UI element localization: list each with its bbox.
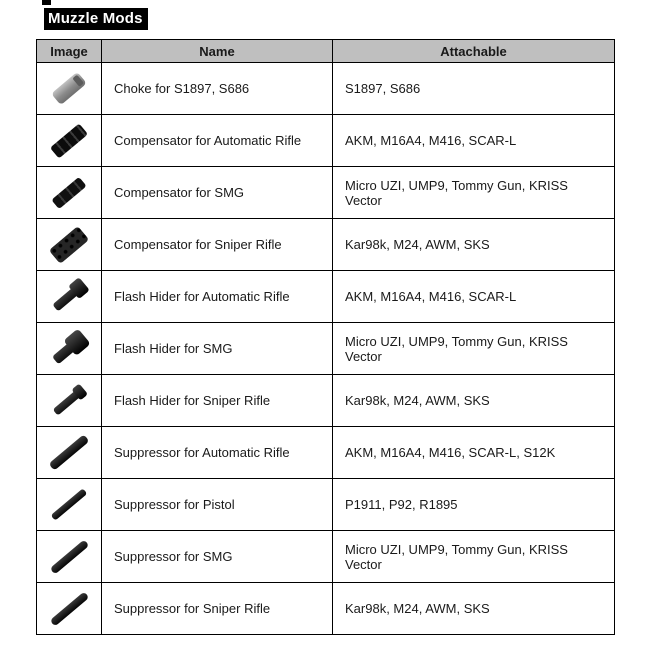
muzzle-mods-table (36, 39, 615, 635)
table-row (37, 63, 615, 115)
table-row (37, 219, 615, 271)
table-row (37, 115, 615, 167)
mod-image-cell (37, 167, 102, 219)
table-header-row (37, 40, 615, 63)
table-row (37, 427, 615, 479)
mod-image-cell (37, 375, 102, 427)
cropped-artifact (42, 0, 51, 5)
mod-name: Suppressor for Pistol (102, 479, 333, 531)
col-header-attachable: Attachable (333, 40, 615, 63)
mod-image-cell (37, 271, 102, 323)
mod-image-cell (37, 219, 102, 271)
table-row (37, 323, 615, 375)
mod-attachable: AKM, M16A4, M416, SCAR-L (333, 271, 615, 323)
suppressor-ar-icon (48, 434, 89, 470)
mod-image-cell (37, 427, 102, 479)
mod-attachable: AKM, M16A4, M416, SCAR-L, S12K (333, 427, 615, 479)
table-row (37, 479, 615, 531)
mod-attachable: AKM, M16A4, M416, SCAR-L (333, 115, 615, 167)
mod-attachable: Kar98k, M24, AWM, SKS (333, 375, 615, 427)
mod-image-cell (37, 323, 102, 375)
compensator-ar-icon (50, 123, 88, 158)
flash-hider-sniper-icon (53, 386, 86, 415)
mod-attachable: P1911, P92, R1895 (333, 479, 615, 531)
title-bar (44, 8, 648, 30)
mod-name: Suppressor for SMG (102, 531, 333, 583)
col-header-name: Name (102, 40, 333, 63)
col-header-image: Image (37, 40, 102, 63)
mod-name: Flash Hider for Sniper Rifle (102, 375, 333, 427)
mod-name: Compensator for Automatic Rifle (102, 115, 333, 167)
mod-name: Compensator for Sniper Rifle (102, 219, 333, 271)
mod-image-cell (37, 63, 102, 115)
table-row (37, 167, 615, 219)
mod-name: Compensator for SMG (102, 167, 333, 219)
table-row (37, 583, 615, 635)
suppressor-pistol-icon (51, 488, 88, 520)
mod-name: Suppressor for Automatic Rifle (102, 427, 333, 479)
mod-name: Suppressor for Sniper Rifle (102, 583, 333, 635)
mod-attachable: Kar98k, M24, AWM, SKS (333, 583, 615, 635)
mod-image-cell (37, 479, 102, 531)
mod-attachable: Micro UZI, UMP9, Tommy Gun, KRISS Vector (333, 323, 615, 375)
flash-hider-smg-icon (52, 333, 86, 364)
table-row (37, 375, 615, 427)
mod-attachable: Micro UZI, UMP9, Tommy Gun, KRISS Vector (333, 167, 615, 219)
flash-hider-ar-icon (52, 281, 85, 311)
suppressor-sniper-icon (49, 591, 89, 626)
mod-image-cell (37, 583, 102, 635)
mod-attachable: Kar98k, M24, AWM, SKS (333, 219, 615, 271)
compensator-smg-icon (51, 176, 86, 208)
compensator-sniper-icon (49, 225, 90, 263)
mod-attachable: Micro UZI, UMP9, Tommy Gun, KRISS Vector (333, 531, 615, 583)
mod-image-cell (37, 115, 102, 167)
mod-name: Flash Hider for Automatic Rifle (102, 271, 333, 323)
page-title: Muzzle Mods (44, 8, 148, 30)
table-row (37, 531, 615, 583)
mod-attachable: S1897, S686 (333, 63, 615, 115)
mod-image-cell (37, 531, 102, 583)
suppressor-smg-icon (49, 539, 89, 574)
table-row (37, 271, 615, 323)
mod-name: Choke for S1897, S686 (102, 63, 333, 115)
choke-icon (51, 72, 87, 105)
mod-name: Flash Hider for SMG (102, 323, 333, 375)
